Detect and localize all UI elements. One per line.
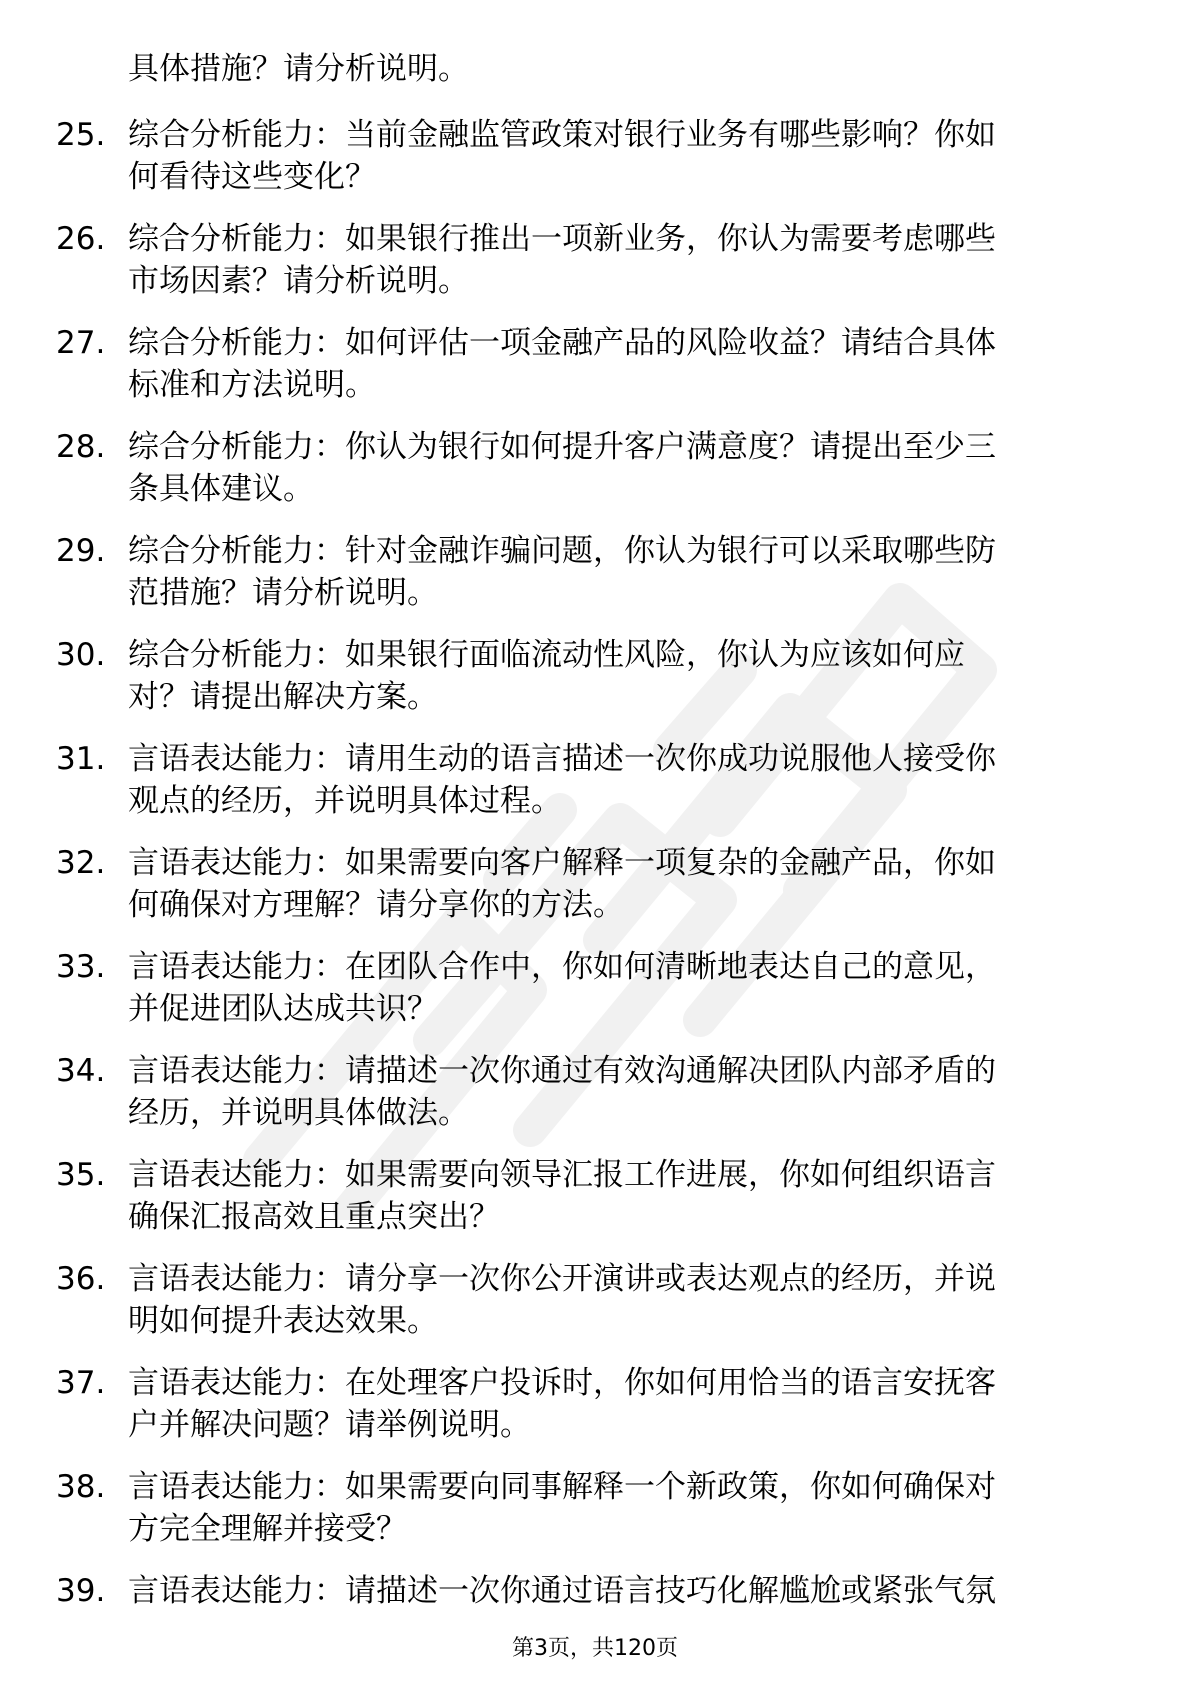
question-number: 32. (56, 845, 106, 881)
question-item (0, 738, 1190, 842)
question-number: 39. (56, 1573, 106, 1609)
question-number: 25. (56, 117, 106, 153)
question-number: 36. (56, 1261, 106, 1297)
question-text-line1: 综合分析能力：当前金融监管政策对银行业务有哪些影响？你如 (128, 117, 996, 153)
question-text-line2: 观点的经历，并说明具体过程。 (128, 783, 562, 819)
question-item (0, 1258, 1190, 1362)
question-text-line1: 言语表达能力：如果需要向领导汇报工作进展，你如何组织语言 (128, 1157, 996, 1193)
question-text-line2: 确保汇报高效且重点突出？ (128, 1199, 500, 1235)
question-text-line2: 条具体建议。 (128, 471, 314, 507)
page-footer: 第3页，共120页 (512, 1636, 678, 1661)
question-item (0, 946, 1190, 1050)
question-item (0, 530, 1190, 634)
question-text-line1: 综合分析能力：针对金融诈骗问题，你认为银行可以采取哪些防 (128, 533, 996, 569)
question-text-line1: 综合分析能力：如果银行面临流动性风险，你认为应该如何应 (128, 637, 965, 673)
question-item (0, 322, 1190, 426)
question-item (0, 1466, 1190, 1570)
question-number: 26. (56, 221, 106, 257)
question-item (0, 1154, 1190, 1258)
question-number: 30. (56, 637, 106, 673)
question-text-line2: 何看待这些变化？ (128, 159, 376, 195)
question-number: 37. (56, 1365, 106, 1401)
question-list (0, 114, 1190, 1674)
question-text-line2: 明如何提升表达效果。 (128, 1303, 438, 1339)
question-item (0, 634, 1190, 738)
question-text-line1: 言语表达能力：请用生动的语言描述一次你成功说服他人接受你 (128, 741, 996, 777)
question-text-line1: 言语表达能力：请分享一次你公开演讲或表达观点的经历，并说 (128, 1261, 996, 1297)
question-text-line1: 言语表达能力：如果需要向客户解释一项复杂的金融产品，你如 (128, 845, 996, 881)
question-number: 31. (56, 741, 106, 777)
question-item (0, 426, 1190, 530)
question-number: 29. (56, 533, 106, 569)
question-text-line2: 范措施？请分析说明。 (128, 575, 438, 611)
question-text-line1: 综合分析能力：如何评估一项金融产品的风险收益？请结合具体 (128, 325, 996, 361)
question-text-line1: 言语表达能力：请描述一次你通过语言技巧化解尴尬或紧张气氛 (128, 1573, 996, 1609)
question-text-line1: 言语表达能力：在处理客户投诉时，你如何用恰当的语言安抚客 (128, 1365, 996, 1401)
question-text-line1: 综合分析能力：你认为银行如何提升客户满意度？请提出至少三 (128, 429, 996, 465)
continuation-text: 具体措施？请分析说明。 (128, 51, 469, 87)
question-number: 38. (56, 1469, 106, 1505)
question-text-line2: 标准和方法说明。 (128, 367, 376, 403)
question-item (0, 218, 1190, 322)
question-text-line1: 言语表达能力：如果需要向同事解释一个新政策，你如何确保对 (128, 1469, 996, 1505)
question-text-line2: 何确保对方理解？请分享你的方法。 (128, 887, 624, 923)
question-item (0, 1362, 1190, 1466)
question-text-line2: 对？请提出解决方案。 (128, 679, 438, 715)
question-number: 27. (56, 325, 106, 361)
question-text-line2: 方完全理解并接受？ (128, 1511, 407, 1547)
question-text-line1: 综合分析能力：如果银行推出一项新业务，你认为需要考虑哪些 (128, 221, 996, 257)
question-number: 28. (56, 429, 106, 465)
question-item (0, 114, 1190, 218)
question-item (0, 1050, 1190, 1154)
question-number: 33. (56, 949, 106, 985)
question-number: 35. (56, 1157, 106, 1193)
question-number: 34. (56, 1053, 106, 1089)
question-text-line1: 言语表达能力：在团队合作中，你如何清晰地表达自己的意见， (128, 949, 996, 985)
question-item (0, 842, 1190, 946)
question-text-line1: 言语表达能力：请描述一次你通过有效沟通解决团队内部矛盾的 (128, 1053, 996, 1089)
question-text-line2: 户并解决问题？请举例说明。 (128, 1407, 531, 1443)
question-text-line2: 并促进团队达成共识？ (128, 991, 438, 1027)
question-text-line2: 市场因素？请分析说明。 (128, 263, 469, 299)
question-text-line2: 经历，并说明具体做法。 (128, 1095, 469, 1131)
